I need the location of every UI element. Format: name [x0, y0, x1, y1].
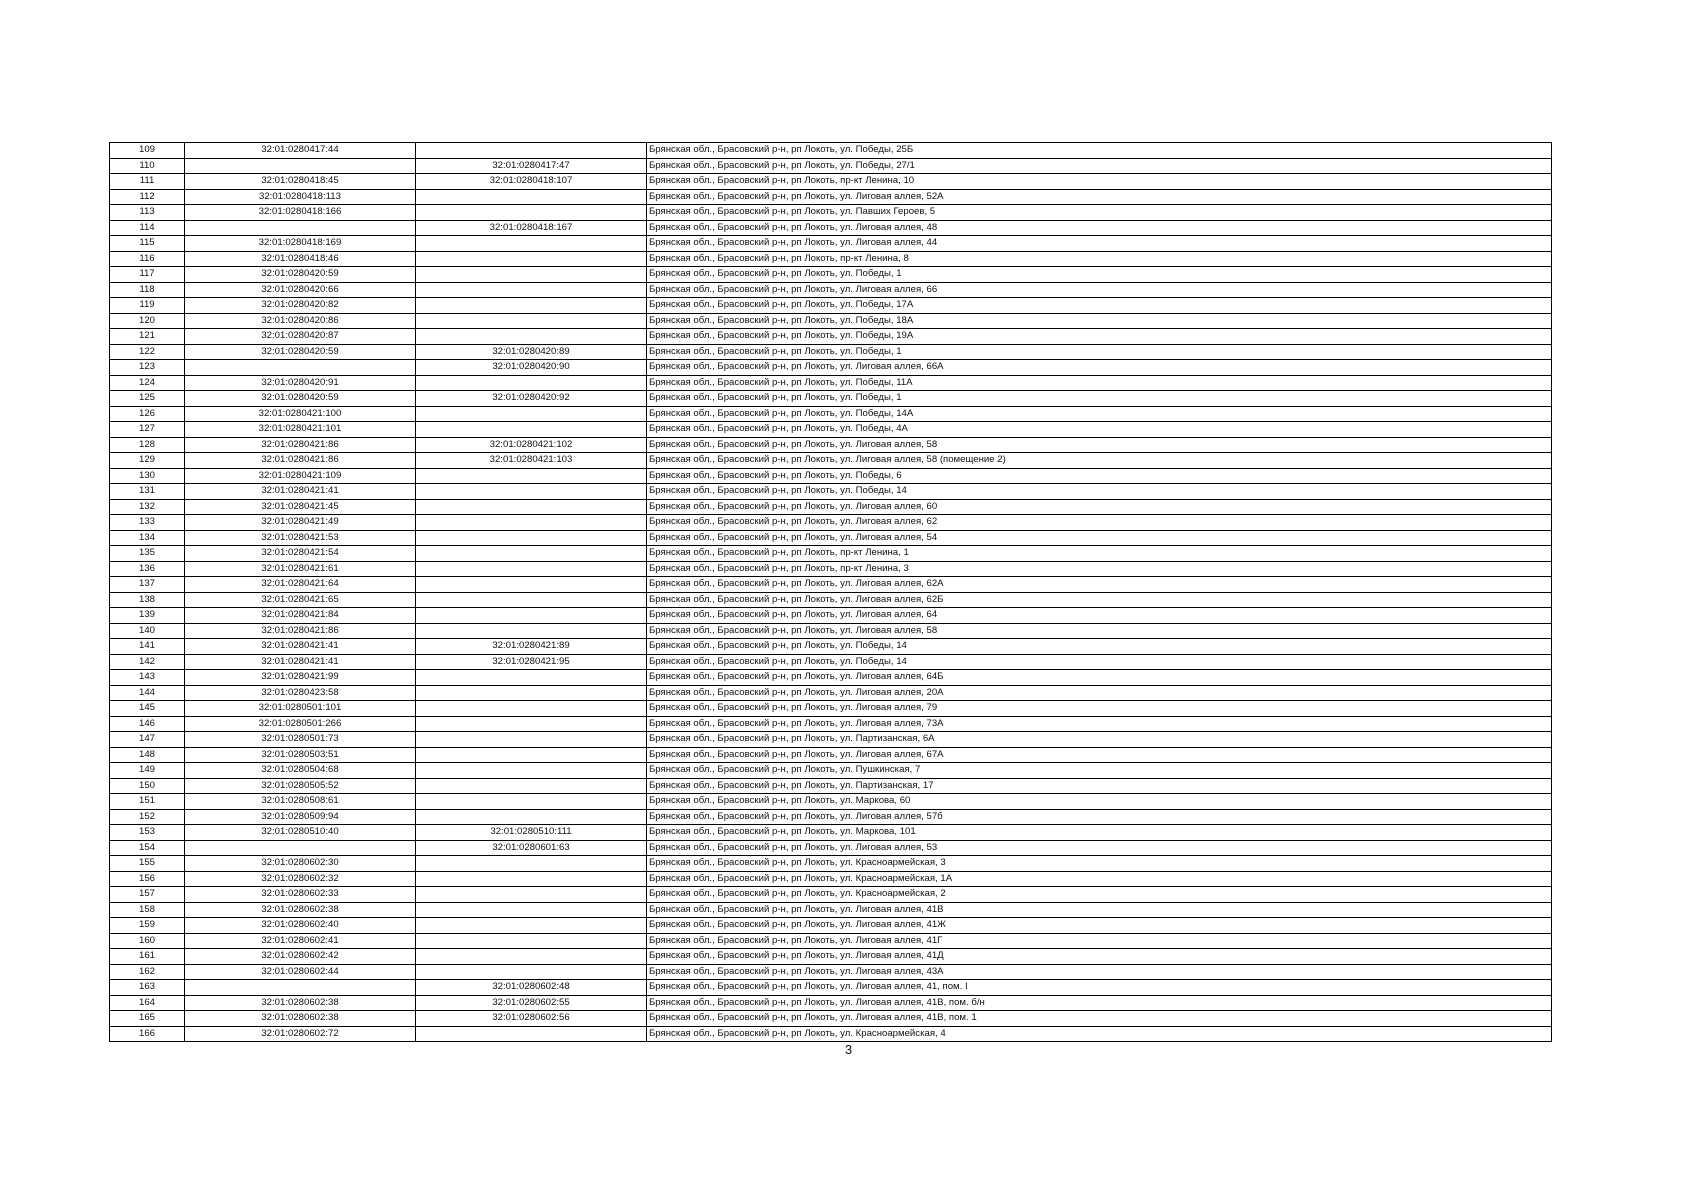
row-number-cell: 162: [110, 964, 185, 980]
address-cell: Брянская обл., Брасовский р-н, рп Локоть, ул. Победы, 25Б: [647, 143, 1552, 159]
address-cell: Брянская обл., Брасовский р-н, рп Локоть, ул. Лиговая аллея, 73А: [647, 716, 1552, 732]
cadastral-number-cell: 32:01:0280421:64: [185, 577, 416, 593]
address-cell: Брянская обл., Брасовский р-н, рп Локоть, пр-кт Ленина, 10: [647, 174, 1552, 190]
sub-object-cadastral-cell: [416, 933, 647, 949]
sub-object-cadastral-cell: [416, 484, 647, 500]
sub-object-cadastral-cell: 32:01:0280420:89: [416, 344, 647, 360]
row-number-cell: 116: [110, 251, 185, 267]
row-number-cell: 114: [110, 220, 185, 236]
table-row: [110, 577, 1552, 593]
cadastral-number-cell: 32:01:0280420:59: [185, 391, 416, 407]
table-row: [110, 313, 1552, 329]
address-cell: Брянская обл., Брасовский р-н, рп Локоть, ул. Лиговая аллея, 58 (помещение 2): [647, 453, 1552, 469]
address-cell: Брянская обл., Брасовский р-н, рп Локоть, ул. Красноармейская, 2: [647, 887, 1552, 903]
sub-object-cadastral-cell: [416, 329, 647, 345]
cadastral-number-cell: 32:01:0280510:40: [185, 825, 416, 841]
table-row: [110, 1026, 1552, 1042]
table-row: [110, 685, 1552, 701]
sub-object-cadastral-cell: [416, 685, 647, 701]
sub-object-cadastral-cell: [416, 267, 647, 283]
sub-object-cadastral-cell: [416, 964, 647, 980]
address-cell: Брянская обл., Брасовский р-н, рп Локоть, ул. Лиговая аллея, 41Д: [647, 949, 1552, 965]
address-cell: Брянская обл., Брасовский р-н, рп Локоть, ул. Лиговая аллея, 52А: [647, 189, 1552, 205]
table-row: [110, 484, 1552, 500]
sub-object-cadastral-cell: [416, 871, 647, 887]
sub-object-cadastral-cell: [416, 608, 647, 624]
table-row: [110, 189, 1552, 205]
row-number-cell: 141: [110, 639, 185, 655]
cadastral-number-cell: 32:01:0280421:109: [185, 468, 416, 484]
sub-object-cadastral-cell: [416, 716, 647, 732]
cadastral-number-cell: [185, 980, 416, 996]
address-cell: Брянская обл., Брасовский р-н, рп Локоть, ул. Партизанская, 17: [647, 778, 1552, 794]
row-number-cell: 159: [110, 918, 185, 934]
row-number-cell: 138: [110, 592, 185, 608]
table-row: [110, 639, 1552, 655]
table-row: [110, 995, 1552, 1011]
address-cell: Брянская обл., Брасовский р-н, рп Локоть, пр-кт Ленина, 8: [647, 251, 1552, 267]
sub-object-cadastral-cell: [416, 794, 647, 810]
cadastral-number-cell: 32:01:0280420:59: [185, 267, 416, 283]
sub-object-cadastral-cell: 32:01:0280421:102: [416, 437, 647, 453]
property-registry-table: [109, 142, 1552, 1042]
row-number-cell: 111: [110, 174, 185, 190]
sub-object-cadastral-cell: 32:01:0280510:111: [416, 825, 647, 841]
table-row: [110, 546, 1552, 562]
cadastral-number-cell: 32:01:0280420:66: [185, 282, 416, 298]
sub-object-cadastral-cell: [416, 1026, 647, 1042]
row-number-cell: 166: [110, 1026, 185, 1042]
address-cell: Брянская обл., Брасовский р-н, рп Локоть, ул. Лиговая аллея, 62Б: [647, 592, 1552, 608]
table-row: [110, 856, 1552, 872]
sub-object-cadastral-cell: [416, 561, 647, 577]
address-cell: Брянская обл., Брасовский р-н, рп Локоть, ул. Лиговая аллея, 41В: [647, 902, 1552, 918]
row-number-cell: 134: [110, 530, 185, 546]
address-cell: Брянская обл., Брасовский р-н, рп Локоть, ул. Лиговая аллея, 66А: [647, 360, 1552, 376]
table-row: [110, 980, 1552, 996]
address-cell: Брянская обл., Брасовский р-н, рп Локоть, ул. Лиговая аллея, 41В, пом. 1: [647, 1011, 1552, 1027]
table-row: [110, 205, 1552, 221]
sub-object-cadastral-cell: 32:01:0280602:48: [416, 980, 647, 996]
row-number-cell: 127: [110, 422, 185, 438]
table-row: [110, 592, 1552, 608]
address-cell: Брянская обл., Брасовский р-н, рп Локоть, ул. Маркова, 60: [647, 794, 1552, 810]
cadastral-number-cell: 32:01:0280421:65: [185, 592, 416, 608]
cadastral-number-cell: 32:01:0280421:41: [185, 639, 416, 655]
row-number-cell: 118: [110, 282, 185, 298]
address-cell: Брянская обл., Брасовский р-н, рп Локоть, ул. Лиговая аллея, 54: [647, 530, 1552, 546]
sub-object-cadastral-cell: [416, 747, 647, 763]
table-row: [110, 329, 1552, 345]
sub-object-cadastral-cell: [416, 778, 647, 794]
table-body: [110, 143, 1552, 1042]
address-cell: Брянская обл., Брасовский р-н, рп Локоть, ул. Лиговая аллея, 62: [647, 515, 1552, 531]
address-cell: Брянская обл., Брасовский р-н, рп Локоть, ул. Лиговая аллея, 62А: [647, 577, 1552, 593]
sub-object-cadastral-cell: 32:01:0280421:103: [416, 453, 647, 469]
row-number-cell: 143: [110, 670, 185, 686]
table-row: [110, 732, 1552, 748]
cadastral-number-cell: 32:01:0280420:91: [185, 375, 416, 391]
cadastral-number-cell: 32:01:0280501:101: [185, 701, 416, 717]
row-number-cell: 119: [110, 298, 185, 314]
row-number-cell: 112: [110, 189, 185, 205]
address-cell: Брянская обл., Брасовский р-н, рп Локоть, ул. Победы, 14: [647, 654, 1552, 670]
row-number-cell: 152: [110, 809, 185, 825]
sub-object-cadastral-cell: 32:01:0280421:95: [416, 654, 647, 670]
row-number-cell: 128: [110, 437, 185, 453]
table-row: [110, 143, 1552, 159]
row-number-cell: 160: [110, 933, 185, 949]
row-number-cell: 123: [110, 360, 185, 376]
cadastral-number-cell: 32:01:0280418:169: [185, 236, 416, 252]
cadastral-number-cell: 32:01:0280418:166: [185, 205, 416, 221]
sub-object-cadastral-cell: [416, 468, 647, 484]
table-row: [110, 747, 1552, 763]
sub-object-cadastral-cell: [416, 856, 647, 872]
address-cell: Брянская обл., Брасовский р-н, рп Локоть, ул. Лиговая аллея, 20А: [647, 685, 1552, 701]
sub-object-cadastral-cell: [416, 949, 647, 965]
address-cell: Брянская обл., Брасовский р-н, рп Локоть, ул. Лиговая аллея, 79: [647, 701, 1552, 717]
cadastral-number-cell: 32:01:0280421:99: [185, 670, 416, 686]
row-number-cell: 137: [110, 577, 185, 593]
cadastral-number-cell: 32:01:0280602:41: [185, 933, 416, 949]
address-cell: Брянская обл., Брасовский р-н, рп Локоть, ул. Победы, 14: [647, 639, 1552, 655]
table-row: [110, 608, 1552, 624]
address-cell: Брянская обл., Брасовский р-н, рп Локоть, ул. Пушкинская, 7: [647, 763, 1552, 779]
address-cell: Брянская обл., Брасовский р-н, рп Локоть, ул. Победы, 6: [647, 468, 1552, 484]
address-cell: Брянская обл., Брасовский р-н, рп Локоть, ул. Лиговая аллея, 41Ж: [647, 918, 1552, 934]
sub-object-cadastral-cell: [416, 375, 647, 391]
address-cell: Брянская обл., Брасовский р-н, рп Локоть, ул. Лиговая аллея, 57б: [647, 809, 1552, 825]
cadastral-number-cell: 32:01:0280421:86: [185, 453, 416, 469]
cadastral-number-cell: 32:01:0280420:86: [185, 313, 416, 329]
cadastral-number-cell: 32:01:0280602:38: [185, 902, 416, 918]
address-cell: Брянская обл., Брасовский р-н, рп Локоть, ул. Победы, 27/1: [647, 158, 1552, 174]
cadastral-number-cell: 32:01:0280421:41: [185, 484, 416, 500]
address-cell: Брянская обл., Брасовский р-н, рп Локоть, ул. Победы, 1: [647, 391, 1552, 407]
row-number-cell: 139: [110, 608, 185, 624]
table-row: [110, 344, 1552, 360]
table-row: [110, 561, 1552, 577]
table-row: [110, 406, 1552, 422]
table-row: [110, 778, 1552, 794]
sub-object-cadastral-cell: [416, 546, 647, 562]
sub-object-cadastral-cell: [416, 298, 647, 314]
sub-object-cadastral-cell: [416, 530, 647, 546]
sub-object-cadastral-cell: [416, 577, 647, 593]
table-row: [110, 499, 1552, 515]
cadastral-number-cell: 32:01:0280503:51: [185, 747, 416, 763]
cadastral-number-cell: 32:01:0280421:61: [185, 561, 416, 577]
table-row: [110, 763, 1552, 779]
address-cell: Брянская обл., Брасовский р-н, рп Локоть, ул. Лиговая аллея, 58: [647, 623, 1552, 639]
cadastral-number-cell: 32:01:0280602:30: [185, 856, 416, 872]
table-row: [110, 468, 1552, 484]
cadastral-number-cell: 32:01:0280602:42: [185, 949, 416, 965]
document-page: [109, 142, 1551, 1042]
sub-object-cadastral-cell: [416, 282, 647, 298]
address-cell: Брянская обл., Брасовский р-н, рп Локоть, ул. Победы, 1: [647, 267, 1552, 283]
cadastral-number-cell: 32:01:0280602:44: [185, 964, 416, 980]
table-row: [110, 949, 1552, 965]
address-cell: Брянская обл., Брасовский р-н, рп Локоть, ул. Лиговая аллея, 41Г: [647, 933, 1552, 949]
address-cell: Брянская обл., Брасовский р-н, рп Локоть, ул. Лиговая аллея, 43А: [647, 964, 1552, 980]
table-row: [110, 437, 1552, 453]
table-row: [110, 375, 1552, 391]
address-cell: Брянская обл., Брасовский р-н, рп Локоть, ул. Красноармейская, 1А: [647, 871, 1552, 887]
row-number-cell: 110: [110, 158, 185, 174]
page-number: 3: [844, 1042, 853, 1057]
sub-object-cadastral-cell: [416, 732, 647, 748]
address-cell: Брянская обл., Брасовский р-н, рп Локоть, ул. Лиговая аллея, 53: [647, 840, 1552, 856]
row-number-cell: 132: [110, 499, 185, 515]
table-row: [110, 251, 1552, 267]
cadastral-number-cell: 32:01:0280420:59: [185, 344, 416, 360]
cadastral-number-cell: 32:01:0280421:86: [185, 623, 416, 639]
cadastral-number-cell: 32:01:0280602:72: [185, 1026, 416, 1042]
cadastral-number-cell: 32:01:0280501:73: [185, 732, 416, 748]
sub-object-cadastral-cell: 32:01:0280418:167: [416, 220, 647, 236]
sub-object-cadastral-cell: [416, 251, 647, 267]
row-number-cell: 142: [110, 654, 185, 670]
sub-object-cadastral-cell: [416, 313, 647, 329]
cadastral-number-cell: 32:01:0280501:266: [185, 716, 416, 732]
address-cell: Брянская обл., Брасовский р-н, рп Локоть, ул. Победы, 17А: [647, 298, 1552, 314]
address-cell: Брянская обл., Брасовский р-н, рп Локоть, ул. Победы, 18А: [647, 313, 1552, 329]
cadastral-number-cell: 32:01:0280420:82: [185, 298, 416, 314]
sub-object-cadastral-cell: 32:01:0280418:107: [416, 174, 647, 190]
cadastral-number-cell: 32:01:0280423:58: [185, 685, 416, 701]
address-cell: Брянская обл., Брасовский р-н, рп Локоть, ул. Павших Героев, 5: [647, 205, 1552, 221]
table-row: [110, 1011, 1552, 1027]
table-row: [110, 716, 1552, 732]
table-row: [110, 902, 1552, 918]
address-cell: Брянская обл., Брасовский р-н, рп Локоть, ул. Победы, 14А: [647, 406, 1552, 422]
row-number-cell: 150: [110, 778, 185, 794]
row-number-cell: 117: [110, 267, 185, 283]
table-row: [110, 174, 1552, 190]
row-number-cell: 131: [110, 484, 185, 500]
row-number-cell: 164: [110, 995, 185, 1011]
table-row: [110, 360, 1552, 376]
cadastral-number-cell: 32:01:0280602:38: [185, 1011, 416, 1027]
cadastral-number-cell: 32:01:0280417:44: [185, 143, 416, 159]
address-cell: Брянская обл., Брасовский р-н, рп Локоть, ул. Победы, 4А: [647, 422, 1552, 438]
table-row: [110, 871, 1552, 887]
row-number-cell: 140: [110, 623, 185, 639]
row-number-cell: 144: [110, 685, 185, 701]
row-number-cell: 113: [110, 205, 185, 221]
row-number-cell: 126: [110, 406, 185, 422]
sub-object-cadastral-cell: [416, 205, 647, 221]
sub-object-cadastral-cell: [416, 406, 647, 422]
row-number-cell: 130: [110, 468, 185, 484]
address-cell: Брянская обл., Брасовский р-н, рп Локоть, ул. Лиговая аллея, 67А: [647, 747, 1552, 763]
row-number-cell: 120: [110, 313, 185, 329]
cadastral-number-cell: 32:01:0280602:40: [185, 918, 416, 934]
table-row: [110, 298, 1552, 314]
cadastral-number-cell: 32:01:0280421:84: [185, 608, 416, 624]
table-row: [110, 918, 1552, 934]
cadastral-number-cell: 32:01:0280421:49: [185, 515, 416, 531]
sub-object-cadastral-cell: [416, 701, 647, 717]
address-cell: Брянская обл., Брасовский р-н, рп Локоть, ул. Лиговая аллея, 48: [647, 220, 1552, 236]
cadastral-number-cell: 32:01:0280418:45: [185, 174, 416, 190]
address-cell: Брянская обл., Брасовский р-н, рп Локоть, ул. Лиговая аллея, 64: [647, 608, 1552, 624]
row-number-cell: 148: [110, 747, 185, 763]
cadastral-number-cell: 32:01:0280421:101: [185, 422, 416, 438]
sub-object-cadastral-cell: [416, 143, 647, 159]
cadastral-number-cell: 32:01:0280421:100: [185, 406, 416, 422]
address-cell: Брянская обл., Брасовский р-н, рп Локоть, пр-кт Ленина, 1: [647, 546, 1552, 562]
cadastral-number-cell: 32:01:0280421:45: [185, 499, 416, 515]
row-number-cell: 136: [110, 561, 185, 577]
table-row: [110, 530, 1552, 546]
table-row: [110, 236, 1552, 252]
row-number-cell: 121: [110, 329, 185, 345]
cadastral-number-cell: 32:01:0280420:87: [185, 329, 416, 345]
table-row: [110, 220, 1552, 236]
address-cell: Брянская обл., Брасовский р-н, рп Локоть, ул. Лиговая аллея, 58: [647, 437, 1552, 453]
table-row: [110, 825, 1552, 841]
cadastral-number-cell: 32:01:0280421:53: [185, 530, 416, 546]
table-row: [110, 964, 1552, 980]
row-number-cell: 157: [110, 887, 185, 903]
cadastral-number-cell: 32:01:0280421:54: [185, 546, 416, 562]
table-row: [110, 794, 1552, 810]
table-row: [110, 623, 1552, 639]
cadastral-number-cell: 32:01:0280421:86: [185, 437, 416, 453]
table-row: [110, 701, 1552, 717]
row-number-cell: 147: [110, 732, 185, 748]
address-cell: Брянская обл., Брасовский р-н, рп Локоть, ул. Победы, 14: [647, 484, 1552, 500]
table-row: [110, 933, 1552, 949]
sub-object-cadastral-cell: [416, 189, 647, 205]
cadastral-number-cell: [185, 360, 416, 376]
cadastral-number-cell: 32:01:0280509:94: [185, 809, 416, 825]
cadastral-number-cell: 32:01:0280508:61: [185, 794, 416, 810]
sub-object-cadastral-cell: 32:01:0280601:63: [416, 840, 647, 856]
table-row: [110, 515, 1552, 531]
sub-object-cadastral-cell: [416, 918, 647, 934]
cadastral-number-cell: 32:01:0280602:38: [185, 995, 416, 1011]
row-number-cell: 155: [110, 856, 185, 872]
table-row: [110, 809, 1552, 825]
cadastral-number-cell: 32:01:0280602:33: [185, 887, 416, 903]
address-cell: Брянская обл., Брасовский р-н, рп Локоть, ул. Партизанская, 6А: [647, 732, 1552, 748]
table-row: [110, 158, 1552, 174]
sub-object-cadastral-cell: [416, 236, 647, 252]
table-row: [110, 453, 1552, 469]
sub-object-cadastral-cell: [416, 887, 647, 903]
cadastral-number-cell: 32:01:0280505:52: [185, 778, 416, 794]
address-cell: Брянская обл., Брасовский р-н, рп Локоть, ул. Победы, 19А: [647, 329, 1552, 345]
sub-object-cadastral-cell: [416, 592, 647, 608]
table-row: [110, 282, 1552, 298]
sub-object-cadastral-cell: [416, 623, 647, 639]
cadastral-number-cell: [185, 158, 416, 174]
cadastral-number-cell: 32:01:0280421:41: [185, 654, 416, 670]
sub-object-cadastral-cell: 32:01:0280602:56: [416, 1011, 647, 1027]
address-cell: Брянская обл., Брасовский р-н, рп Локоть, ул. Лиговая аллея, 44: [647, 236, 1552, 252]
address-cell: Брянская обл., Брасовский р-н, рп Локоть, ул. Лиговая аллея, 41, пом. I: [647, 980, 1552, 996]
address-cell: Брянская обл., Брасовский р-н, рп Локоть, ул. Лиговая аллея, 66: [647, 282, 1552, 298]
row-number-cell: 149: [110, 763, 185, 779]
row-number-cell: 161: [110, 949, 185, 965]
row-number-cell: 125: [110, 391, 185, 407]
sub-object-cadastral-cell: [416, 499, 647, 515]
cadastral-number-cell: 32:01:0280418:46: [185, 251, 416, 267]
row-number-cell: 124: [110, 375, 185, 391]
row-number-cell: 133: [110, 515, 185, 531]
row-number-cell: 165: [110, 1011, 185, 1027]
table-row: [110, 267, 1552, 283]
row-number-cell: 158: [110, 902, 185, 918]
row-number-cell: 163: [110, 980, 185, 996]
table-row: [110, 670, 1552, 686]
address-cell: Брянская обл., Брасовский р-н, рп Локоть, ул. Победы, 11А: [647, 375, 1552, 391]
address-cell: Брянская обл., Брасовский р-н, рп Локоть, ул. Красноармейская, 4: [647, 1026, 1552, 1042]
sub-object-cadastral-cell: 32:01:0280421:89: [416, 639, 647, 655]
address-cell: Брянская обл., Брасовский р-н, рп Локоть, ул. Лиговая аллея, 41В, пом. б/н: [647, 995, 1552, 1011]
sub-object-cadastral-cell: 32:01:0280417:47: [416, 158, 647, 174]
row-number-cell: 129: [110, 453, 185, 469]
sub-object-cadastral-cell: [416, 670, 647, 686]
row-number-cell: 122: [110, 344, 185, 360]
cadastral-number-cell: 32:01:0280602:32: [185, 871, 416, 887]
row-number-cell: 109: [110, 143, 185, 159]
row-number-cell: 135: [110, 546, 185, 562]
address-cell: Брянская обл., Брасовский р-н, рп Локоть, пр-кт Ленина, 3: [647, 561, 1552, 577]
sub-object-cadastral-cell: [416, 809, 647, 825]
sub-object-cadastral-cell: [416, 902, 647, 918]
row-number-cell: 115: [110, 236, 185, 252]
sub-object-cadastral-cell: 32:01:0280602:55: [416, 995, 647, 1011]
address-cell: Брянская обл., Брасовский р-н, рп Локоть, ул. Победы, 1: [647, 344, 1552, 360]
row-number-cell: 151: [110, 794, 185, 810]
sub-object-cadastral-cell: [416, 515, 647, 531]
row-number-cell: 156: [110, 871, 185, 887]
row-number-cell: 145: [110, 701, 185, 717]
table-row: [110, 422, 1552, 438]
row-number-cell: 154: [110, 840, 185, 856]
table-row: [110, 887, 1552, 903]
row-number-cell: 146: [110, 716, 185, 732]
table-row: [110, 840, 1552, 856]
sub-object-cadastral-cell: 32:01:0280420:90: [416, 360, 647, 376]
address-cell: Брянская обл., Брасовский р-н, рп Локоть, ул. Лиговая аллея, 64Б: [647, 670, 1552, 686]
row-number-cell: 153: [110, 825, 185, 841]
cadastral-number-cell: [185, 840, 416, 856]
address-cell: Брянская обл., Брасовский р-н, рп Локоть, ул. Лиговая аллея, 60: [647, 499, 1552, 515]
table-row: [110, 654, 1552, 670]
cadastral-number-cell: [185, 220, 416, 236]
sub-object-cadastral-cell: [416, 422, 647, 438]
sub-object-cadastral-cell: 32:01:0280420:92: [416, 391, 647, 407]
cadastral-number-cell: 32:01:0280418:113: [185, 189, 416, 205]
address-cell: Брянская обл., Брасовский р-н, рп Локоть, ул. Красноармейская, 3: [647, 856, 1552, 872]
cadastral-number-cell: 32:01:0280504:68: [185, 763, 416, 779]
table-row: [110, 391, 1552, 407]
sub-object-cadastral-cell: [416, 763, 647, 779]
address-cell: Брянская обл., Брасовский р-н, рп Локоть, ул. Маркова, 101: [647, 825, 1552, 841]
